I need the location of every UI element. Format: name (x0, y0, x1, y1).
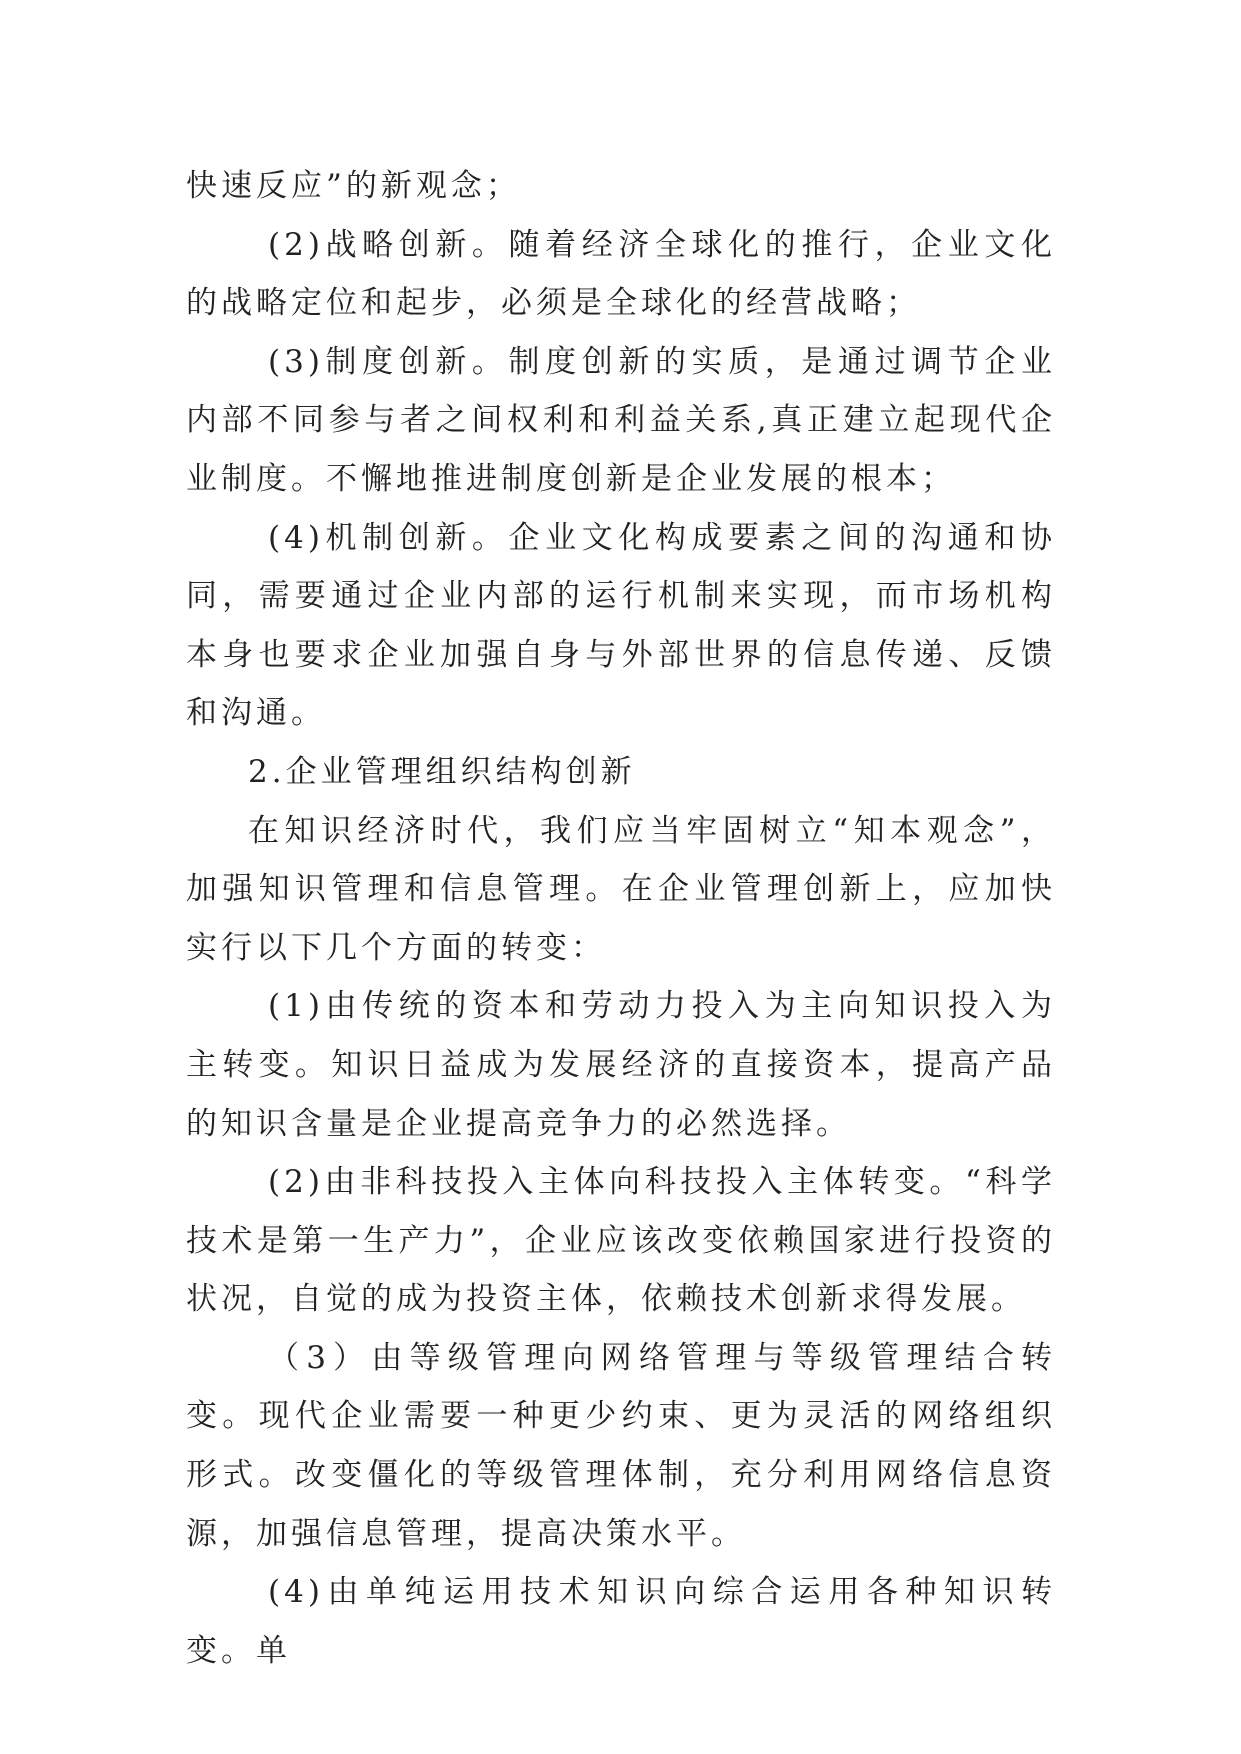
section-heading: 2.企业管理组织结构创新 (248, 753, 636, 790)
paragraph: 在知识经济时代，我们应当牢固树立“知本观念”，加强知识管理和信息管理。在企业管理创新上，应加快实行以下几个方面的转变： (186, 812, 1056, 966)
paragraph: (2)由非科技投入主体向科技投入主体转变。“科学技术是第一生产力”，企业应该改变依赖国家进行投资的状况，自觉的成为投资主体，依赖技术创新求得发展。 (186, 1164, 1056, 1318)
document-body (186, 157, 1056, 1680)
paragraph: (4)由单纯运用技术知识向综合运用各种知识转变。单 (186, 1574, 1056, 1669)
paragraph: (3)制度创新。制度创新的实质，是通过调节企业内部不同参与者之间权利和利益关系,真正建立起现代企业制度。不懈地推进制度创新是企业发展的根本； (186, 343, 1056, 497)
paragraph: (1)由传统的资本和劳动力投入为主向知识投入为主转变。知识日益成为发展经济的直接资本，提高产品的知识含量是企业提高竞争力的必然选择。 (186, 988, 1056, 1142)
paragraph: （3）由等级管理向网络管理与等级管理结合转变。现代企业需要一种更少约束、更为灵活的网络组织形式。改变僵化的等级管理体制，充分利用网络信息资源，加强信息管理，提高决策水平。 (186, 1339, 1056, 1552)
paragraph: 快速反应”的新观念； (186, 168, 521, 204)
paragraph: (2)战略创新。随着经济全球化的推行，企业文化的战略定位和起步，必须是全球化的经营战略； (186, 226, 1056, 322)
paragraph: (4)机制创新。企业文化构成要素之间的沟通和协同，需要通过企业内部的运行机制来实现，而市场机构本身也要求企业加强自身与外部世界的信息传递、反馈和沟通。 (186, 519, 1056, 732)
